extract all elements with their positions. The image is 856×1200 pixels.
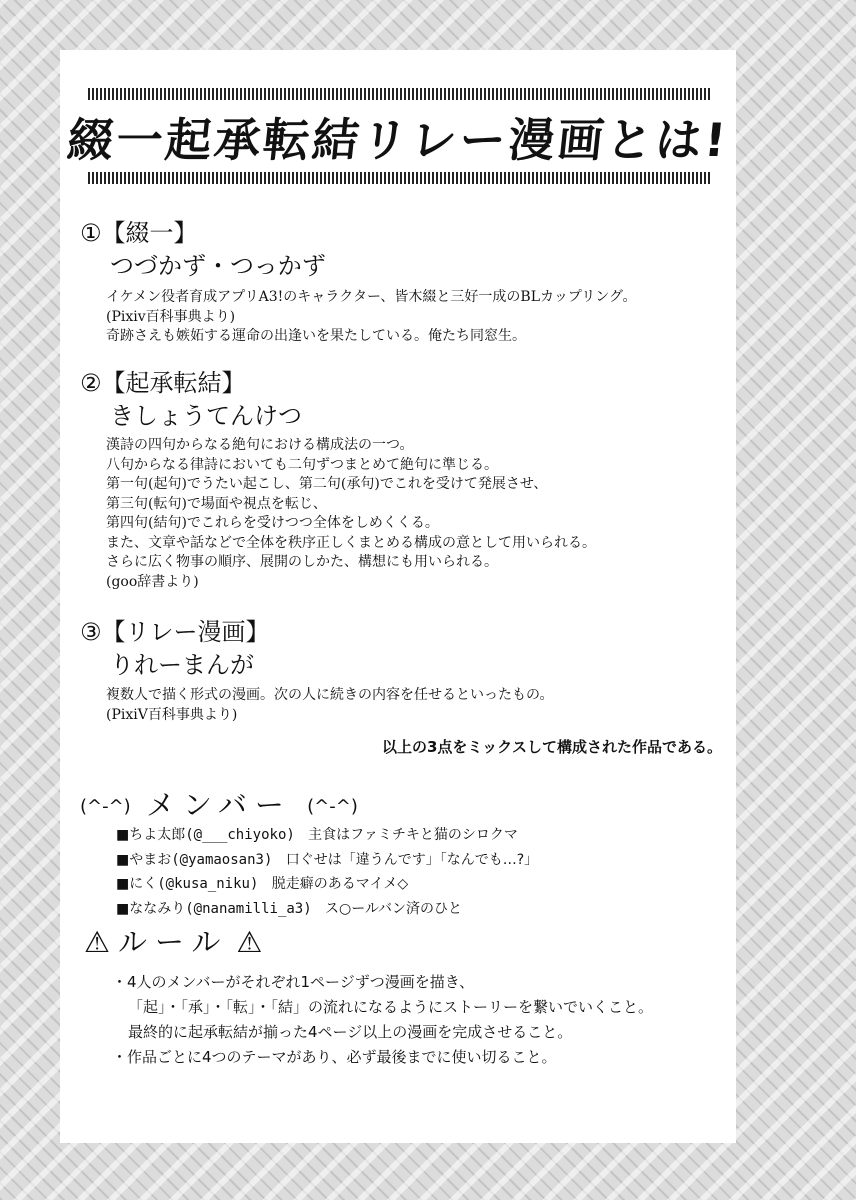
section-1-heading: ①【綴一】 bbox=[80, 219, 198, 247]
members-heading bbox=[80, 787, 358, 825]
member-item bbox=[116, 823, 538, 848]
member-handle: (@yamaosan3) bbox=[171, 851, 273, 868]
square-bullet-icon: ■ bbox=[116, 900, 130, 917]
section-2-line: 第三句(転句)で場面や視点を転じ、 bbox=[106, 495, 327, 512]
member-name: にく bbox=[129, 876, 158, 892]
member-handle: (@kusa_niku) bbox=[157, 876, 259, 892]
section-2-line: 漢詩の四句からなる絶句における構成法の一つ。 bbox=[106, 437, 414, 453]
section-3-heading: ③【リレー漫画】 bbox=[80, 618, 270, 646]
member-note: 脱走癖のあるマイメ◇ bbox=[271, 876, 409, 892]
page-title: 綴一起承転結リレー漫画とは! bbox=[64, 113, 732, 167]
warning-icon: ⚠ bbox=[236, 925, 263, 959]
member-item bbox=[116, 848, 538, 873]
rules-heading bbox=[84, 922, 262, 962]
member-note: 口ぐせは「違うんです」「なんでも…?」 bbox=[285, 851, 539, 868]
member-name: やまお bbox=[129, 851, 172, 868]
title-top-rule bbox=[88, 88, 710, 100]
section-2-body bbox=[106, 436, 706, 592]
section-2-heading: ②【起承転結】 bbox=[80, 369, 246, 397]
section-2-line: (goo辞書より) bbox=[106, 573, 199, 590]
rule-line: 「起」・「承」・「転」・「結」の流れになるようにストーリーを繋いでいくこと。 bbox=[128, 998, 654, 1016]
section-3-line: 複数人で描く形式の漫画。次の人に続きの内容を任せるといったもの。 bbox=[106, 687, 554, 703]
section-1-line: 奇跡さえも嫉妬する運命の出逢いを果たしている。俺たち同窓生。 bbox=[106, 328, 526, 344]
member-handle: (@nanamilli_a3) bbox=[185, 900, 312, 917]
member-note: 主食はファミチキと猫のシロクマ bbox=[308, 827, 518, 843]
section-2-line: 第一句(起句)でうたい起こし、第二句(承句)でこれを受けて発展させ、 bbox=[106, 476, 548, 492]
section-1-line: イケメン役者育成アプリA3!のキャラクター、皆木綴と三好一成のBLカップリング。 bbox=[106, 289, 637, 305]
warning-icon: ⚠ bbox=[84, 925, 110, 959]
section-2-line: さらに広く物事の順序、展開のしかた、構想にも用いられる。 bbox=[106, 554, 498, 570]
member-name: ななみり bbox=[129, 900, 186, 917]
square-bullet-icon: ■ bbox=[116, 876, 130, 892]
member-name: ちよ太郎 bbox=[129, 827, 186, 843]
section-2-reading: きしょうてんけつ bbox=[110, 402, 302, 430]
section-1-reading: つづかず・つっかず bbox=[110, 252, 326, 280]
kaomoji-right: (^-^) bbox=[307, 796, 358, 817]
member-note: ス○ールバン済のひと bbox=[325, 900, 462, 917]
title-bottom-rule bbox=[88, 172, 710, 184]
section-3-reading: りれーまんが bbox=[110, 651, 254, 679]
square-bullet-icon: ■ bbox=[116, 827, 130, 843]
rules-heading-label: ルール bbox=[118, 925, 229, 959]
member-item bbox=[116, 872, 538, 897]
member-handle: (@___chiyoko) bbox=[185, 827, 295, 843]
rule-line: ・4人のメンバーがそれぞれ1ページずつ漫画を描き、 bbox=[112, 973, 475, 991]
rule-line: ・作品ごとに4つのテーマがあり、必ず最後までに使い切ること。 bbox=[112, 1048, 557, 1066]
square-bullet-icon: ■ bbox=[116, 851, 130, 868]
section-2-line: 第四句(結句)でこれらを受けつつ全体をしめくくる。 bbox=[106, 515, 439, 531]
rules-list bbox=[112, 970, 653, 1070]
section-3-line: (PixiV百科事典より) bbox=[106, 706, 238, 723]
rule-line: 最終的に起承転結が揃った4ページ以上の漫画を完成させること。 bbox=[128, 1023, 573, 1041]
section-3-body bbox=[106, 686, 706, 725]
section-1-body bbox=[106, 288, 706, 347]
member-list bbox=[116, 823, 538, 921]
members-heading-label: メンバー bbox=[145, 788, 292, 822]
member-item bbox=[116, 897, 538, 922]
summary-statement: 以上の3点をミックスして構成された作品である。 bbox=[382, 738, 722, 756]
section-1-line: (Pixiv百科事典より) bbox=[106, 308, 236, 325]
section-2-line: また、文章や話などで全体を秩序正しくまとめる構成の意として用いられる。 bbox=[106, 534, 596, 551]
kaomoji-left: (^-^) bbox=[80, 796, 131, 817]
page-sheet bbox=[60, 50, 736, 1143]
section-2-line: 八句からなる律詩においても二句ずつまとめて絶句に準じる。 bbox=[106, 456, 498, 473]
